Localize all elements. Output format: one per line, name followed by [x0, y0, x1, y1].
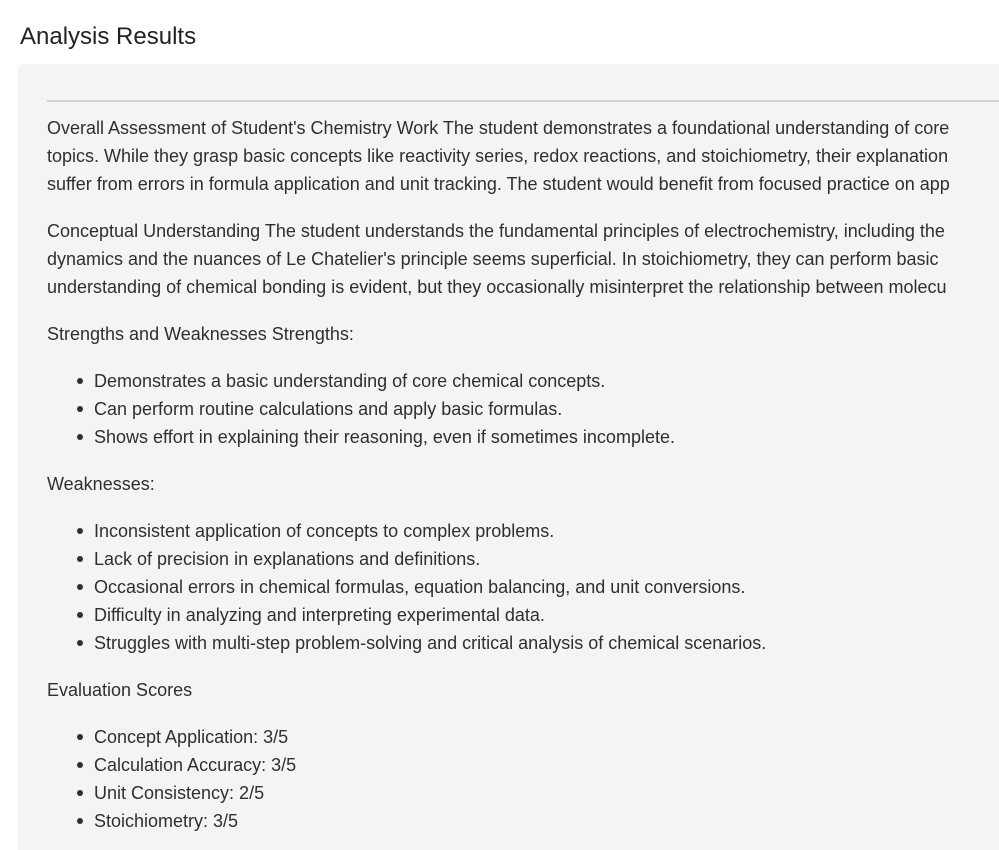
- list-item: [47, 779, 999, 807]
- divider: [47, 100, 999, 102]
- list-item-text: Occasional errors in chemical formulas, equation balancing, and unit conversions.: [94, 577, 746, 597]
- strengths-list: [47, 367, 999, 451]
- bullet-icon: [77, 640, 83, 646]
- list-item: [47, 573, 999, 601]
- list-item: [47, 545, 999, 573]
- paragraph-line: topics. While they grasp basic concepts like reactivity series, redox reactions, and stoichiometry, their explanation: [47, 146, 949, 166]
- list-item-text: Concept Application: 3/5: [94, 727, 289, 747]
- list-item: [47, 517, 999, 545]
- list-item-text: Shows effort in explaining their reasoning, even if sometimes incomplete.: [94, 427, 675, 447]
- list-item: [47, 601, 999, 629]
- results-panel: [18, 64, 999, 850]
- weaknesses-list: [47, 517, 999, 657]
- list-item-text: Demonstrates a basic understanding of core chemical concepts.: [94, 371, 606, 391]
- bullet-icon: [77, 612, 83, 618]
- page-title: Analysis Results: [20, 23, 197, 50]
- list-item-text: Lack of precision in explanations and definitions.: [94, 549, 481, 569]
- list-item-text: Difficulty in analyzing and interpreting experimental data.: [94, 605, 545, 625]
- bullet-icon: [77, 584, 83, 590]
- bullet-icon: [77, 528, 83, 534]
- bullet-icon: [77, 734, 83, 740]
- list-item: [47, 367, 999, 395]
- list-item-text: Unit Consistency: 2/5: [94, 783, 265, 803]
- list-item: [47, 395, 999, 423]
- list-item-text: Stoichiometry: 3/5: [94, 811, 239, 831]
- list-item-text: Can perform routine calculations and apply basic formulas.: [94, 399, 563, 419]
- list-item: [47, 629, 999, 657]
- bullet-icon: [77, 790, 83, 796]
- weaknesses-heading: Weaknesses:: [47, 474, 155, 494]
- paragraph-line: suffer from errors in formula application and unit tracking. The student would benefit from focused practice on app: [47, 174, 950, 194]
- list-item: [47, 723, 999, 751]
- evaluation-scores-heading: Evaluation Scores: [47, 680, 193, 700]
- conceptual-understanding-paragraph: [47, 217, 999, 301]
- bullet-icon: [77, 434, 83, 440]
- list-item-text: Calculation Accuracy: 3/5: [94, 755, 297, 775]
- bullet-icon: [77, 406, 83, 412]
- bullet-icon: [77, 762, 83, 768]
- bullet-icon: [77, 378, 83, 384]
- list-item: [47, 423, 999, 451]
- results-content: [47, 64, 999, 835]
- bullet-icon: [77, 818, 83, 824]
- paragraph-line: dynamics and the nuances of Le Chatelier's principle seems superficial. In stoichiometry, they can perform basic: [47, 249, 939, 269]
- bullet-icon: [77, 556, 83, 562]
- paragraph-line: Conceptual Understanding The student understands the fundamental principles of electrochemistry, including the: [47, 221, 945, 241]
- list-item-text: Inconsistent application of concepts to complex problems.: [94, 521, 555, 541]
- list-item: [47, 751, 999, 779]
- strengths-heading: Strengths and Weaknesses Strengths:: [47, 324, 354, 344]
- paragraph-line: understanding of chemical bonding is evident, but they occasionally misinterpret the relationship between molecu: [47, 277, 947, 297]
- paragraph-line: Overall Assessment of Student's Chemistry Work The student demonstrates a foundational understanding of core: [47, 118, 950, 138]
- list-item-text: Struggles with multi-step problem-solving and critical analysis of chemical scenarios.: [94, 633, 767, 653]
- evaluation-scores-list: [47, 723, 999, 835]
- overall-assessment-paragraph: [47, 114, 999, 198]
- list-item: [47, 807, 999, 835]
